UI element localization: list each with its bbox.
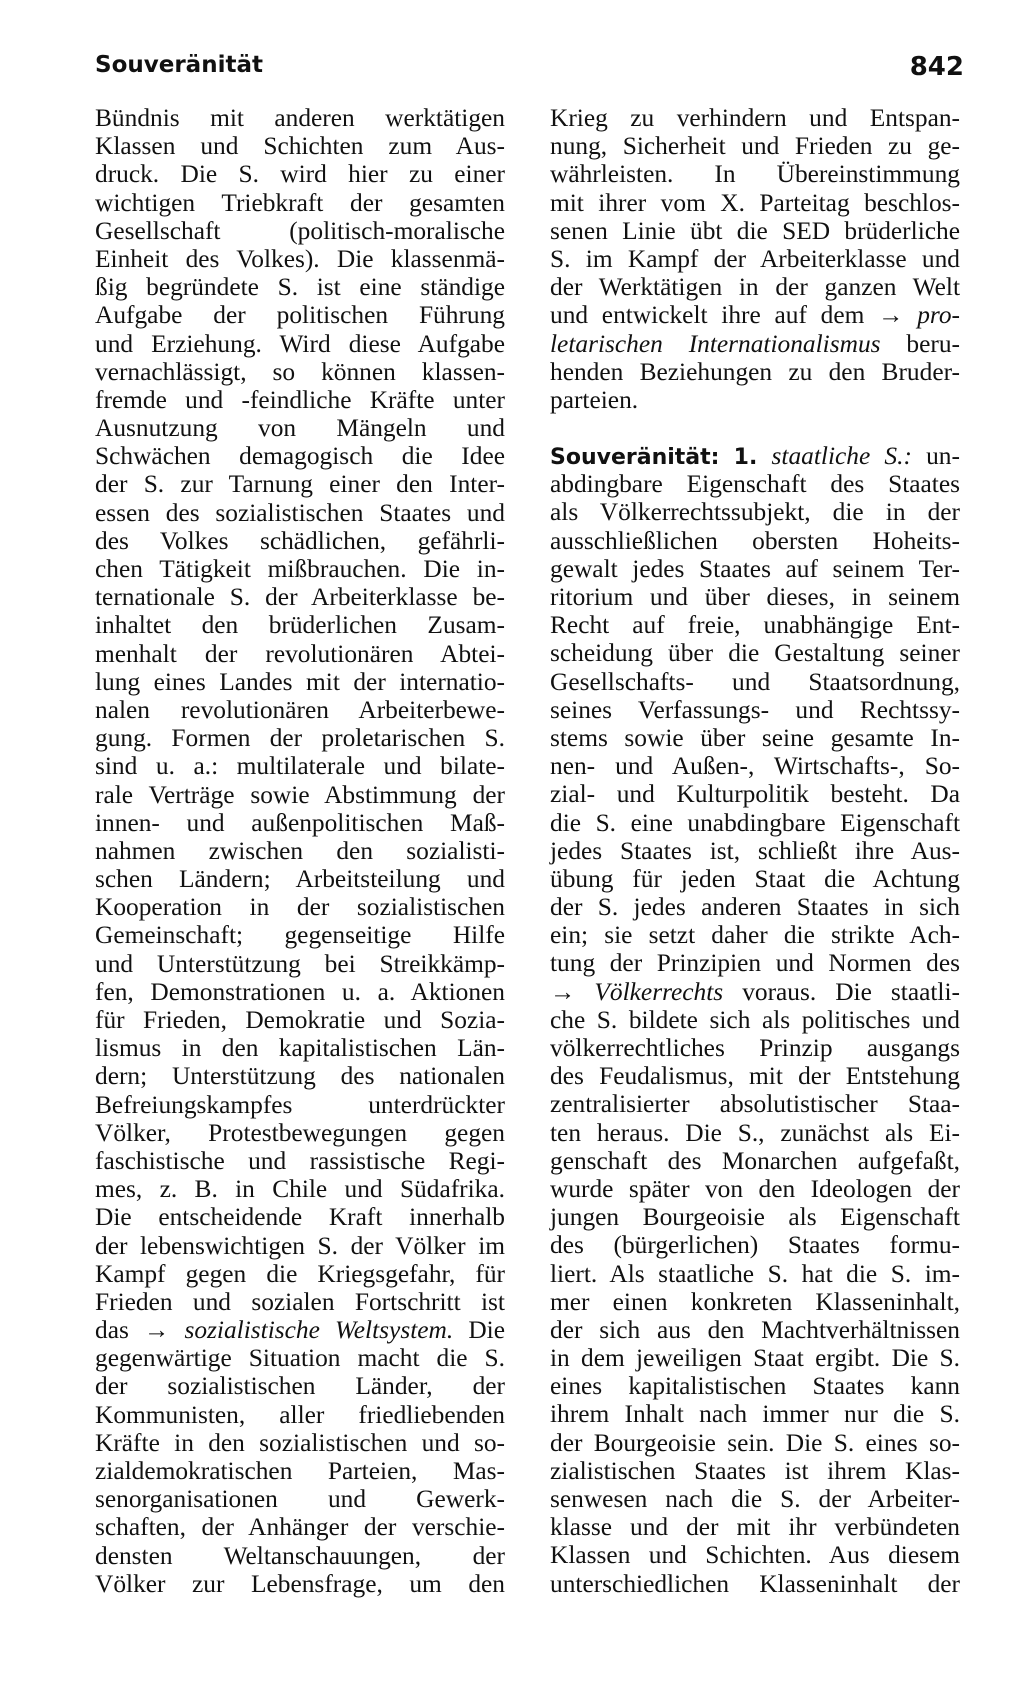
cross-reference-line (550, 330, 960, 358)
text-line: Krieg zu verhindern und Entspan- (550, 104, 960, 132)
cross-reference-term[interactable]: pro- (917, 301, 960, 330)
text-line: Einheit des Volkes). Die klassenmä- (95, 244, 505, 273)
text-line: für Frieden, Demokratie und Sozia- (95, 1006, 505, 1034)
reference-arrow: → (550, 977, 576, 1006)
text-line: Klassen und Schichten. Aus diesem (550, 1541, 960, 1570)
text-line: der lebenswichtigen S. der Völker im (95, 1231, 505, 1260)
text-line: lismus in den kapitalistischen Län- (95, 1034, 505, 1063)
text-line: Frieden und sozialen Fortschritt ist (95, 1287, 505, 1316)
text-line: mes, z. B. in Chile und Südafrika. (95, 1175, 505, 1204)
text-line: jungen Bourgeoisie als Eigenschaft (550, 1203, 960, 1232)
text-line: ternationale S. der Arbeiterklasse be- (95, 583, 505, 612)
text-line: unterschiedlichen Klasseninhalt der (550, 1569, 960, 1598)
text-line: senen Linie übt die SED brüderliche (550, 216, 960, 245)
cross-reference-term[interactable]: Völkerrechts (594, 977, 724, 1006)
text-line: Recht auf freie, unabhängige Ent- (550, 611, 960, 640)
text-line: gung. Formen der proletarischen S. (95, 724, 505, 753)
text-line: schaften, der Anhänger der verschie- (95, 1513, 505, 1542)
cross-reference-term[interactable]: sozialistische Weltsystem. (184, 1316, 454, 1345)
text-line: Gesellschaft (politisch-moralische (95, 216, 505, 245)
text-line: faschistische und rassistische Regi- (95, 1146, 505, 1175)
text-line: ten heraus. Die S., zunächst als Ei- (550, 1118, 960, 1147)
text-line: chen Tätigkeit mißbrauchen. Die in- (95, 555, 505, 583)
text-line: Befreiungskampfes unterdrückter (95, 1090, 505, 1119)
text-line: übung für jeden Staat die Achtung (550, 864, 960, 893)
text-line: ritorium und über dieses, in seinem (550, 583, 960, 611)
cross-reference-line (550, 301, 960, 329)
text-line: senorganisationen und Gewerk- (95, 1485, 505, 1514)
text-line: gegenwärtige Situation macht die S. (95, 1344, 505, 1373)
text-line: S. im Kampf der Arbeiterklasse und (550, 244, 960, 273)
text-line: henden Beziehungen zu den Bruder- (550, 357, 960, 386)
page-number: 842 (909, 52, 964, 82)
text-line: sind u. a.: multilaterale und bilate- (95, 752, 505, 781)
cross-reference-term[interactable]: letarischen Internationalismus (550, 329, 881, 358)
reference-arrow: das → (95, 1316, 170, 1345)
entry-body (550, 470, 960, 977)
paragraph-gap (550, 414, 960, 442)
left-column (95, 104, 505, 1598)
text-line: mer einen konkreten Klasseninhalt, (550, 1287, 960, 1316)
text-line: nalen revolutionären Arbeiterbewe- (95, 695, 505, 724)
text-line: abdingbare Eigenschaft des Staates (550, 470, 960, 499)
text-line: der S. jedes anderen Staates in sich (550, 893, 960, 922)
text-line: der sozialistischen Länder, der (95, 1372, 505, 1401)
text-line: zialistischen Staates ist ihrem Klas- (550, 1456, 960, 1485)
text-line: eines kapitalistischen Staates kann (550, 1372, 960, 1401)
running-head: Souveränität (95, 52, 263, 78)
text-line: fen, Demonstrationen u. a. Aktionen (95, 977, 505, 1006)
text-line: Ausnutzung von Mängeln und (95, 414, 505, 443)
text-line: als Völkerrechtssubjekt, die in der (550, 498, 960, 527)
text-line: nung, Sicherheit und Frieden zu ge- (550, 132, 960, 161)
left-column-text-continued (95, 1344, 505, 1598)
text-line: Gemeinschaft; gegenseitige Hilfe (95, 921, 505, 950)
text-line: ßig begründete S. ist eine ständige (95, 273, 505, 302)
text-line: ausschließlichen obersten Hoheits- (550, 526, 960, 555)
text-line: Völker, Protestbewegungen gegen (95, 1118, 505, 1147)
text-line: densten Weltanschauungen, der (95, 1541, 505, 1570)
line-text: beru- (906, 329, 960, 358)
text-line: des (bürgerlichen) Staates formu- (550, 1231, 960, 1260)
text-line: genschaft des Monarchen aufgefaßt, (550, 1146, 960, 1175)
text-line: menhalt der revolutionären Abtei- (95, 639, 505, 668)
text-line: Schwächen demagogisch die Idee (95, 442, 505, 471)
text-line: währleisten. In Übereinstimmung (550, 160, 960, 189)
entry-sense-label: staatliche S.: (771, 442, 912, 471)
text-line: in dem jeweiligen Staat ergibt. Die S. (550, 1344, 960, 1373)
text-line: mit ihrer vom X. Parteitag beschlos- (550, 188, 960, 217)
text-line: und Unterstützung bei Streikkämp- (95, 949, 505, 978)
right-column-continuation-tail (550, 358, 960, 414)
text-line: parteien. (550, 385, 639, 414)
text-line: wurde später von den Ideologen der (550, 1174, 960, 1203)
text-line: Kampf gegen die Kriegsgefahr, für (95, 1259, 505, 1288)
text-line: gewalt jedes Staates auf seinem Ter- (550, 554, 960, 583)
text-line: des Volkes schädlichen, gefährli- (95, 526, 505, 555)
cross-reference-line (95, 1316, 505, 1344)
reference-arrow: und entwickelt ihre auf dem → (550, 301, 904, 330)
text-line: Die entscheidende Kraft innerhalb (95, 1203, 505, 1232)
text-line: fremde und -feindliche Kräfte unter (95, 385, 505, 414)
text-line: liert. Als staatliche S. hat die S. im- (550, 1259, 960, 1288)
text-line: innen- und außenpolitischen Maß- (95, 808, 505, 837)
line-text: Die (468, 1316, 505, 1345)
line-text: voraus. Die staatli- (742, 977, 960, 1006)
entry-heading-line (550, 442, 960, 470)
right-column (550, 104, 960, 1598)
text-line: vernachlässigt, so können klassen- (95, 357, 505, 386)
text-line: dern; Unterstützung des nationalen (95, 1062, 505, 1091)
text-line: zial- und Kulturpolitik besteht. Da (550, 780, 960, 809)
text-line: völkerrechtliches Prinzip ausgangs (550, 1034, 960, 1062)
text-line: klasse und der mit ihr verbündeten (550, 1513, 960, 1542)
text-line: der Werktätigen in der ganzen Welt (550, 273, 960, 302)
text-line: nen- und Außen-, Wirtschafts-, So- (550, 752, 960, 781)
text-line: zialdemokratischen Parteien, Mas- (95, 1457, 505, 1485)
left-column-text (95, 104, 505, 1316)
text-line: seines Verfassungs- und Rechtssy- (550, 695, 960, 724)
text-line: rale Verträge sowie Abstimmung der (95, 780, 505, 809)
text-line: Aufgabe der politischen Führung (95, 301, 505, 330)
text-line: und Erziehung. Wird diese Aufgabe (95, 329, 505, 358)
text-line: jedes Staates ist, schließt ihre Aus- (550, 836, 960, 865)
text-line: Gesellschafts- und Staatsordnung, (550, 667, 960, 696)
text-line: Kooperation in der sozialistischen (95, 893, 505, 922)
text-line: der S. zur Tarnung einer den Inter- (95, 470, 505, 499)
text-line: der sich aus den Machtverhältnissen (550, 1315, 960, 1344)
text-line: druck. Die S. wird hier zu einer (95, 160, 505, 189)
entry-headword: Souveränität: (550, 445, 720, 471)
text-line: Völker zur Lebensfrage, um den (95, 1569, 505, 1598)
text-line: wichtigen Triebkraft der gesamten (95, 188, 505, 217)
text-line: ihrem Inhalt nach immer nur die S. (550, 1400, 960, 1429)
text-line: tung der Prinzipien und Normen des (550, 949, 960, 978)
cross-reference-line (550, 978, 960, 1006)
text-line: scheidung über die Gestaltung seiner (550, 639, 960, 668)
text-line: che S. bildete sich als politisches und (550, 1005, 960, 1034)
text-line: Kräfte in den sozialistischen und so- (95, 1428, 505, 1457)
text-line: Kommunisten, aller friedliebenden (95, 1400, 505, 1429)
entry-sense-number: 1. (733, 445, 758, 471)
text-line: Klassen und Schichten zum Aus- (95, 132, 505, 161)
line-text: un- (926, 442, 960, 471)
right-column-continuation (550, 104, 960, 301)
text-line: die S. eine unabdingbare Eigenschaft (550, 808, 960, 837)
text-line: senwesen nach die S. der Arbeiter- (550, 1485, 960, 1513)
entry-body-continued (550, 1006, 960, 1598)
text-line: inhaltet den brüderlichen Zusam- (95, 611, 505, 640)
text-line: zentralisierter absolutistischer Staa- (550, 1090, 960, 1119)
text-line: Bündnis mit anderen werktätigen (95, 104, 505, 132)
text-line: stems sowie über seine gesamte In- (550, 723, 960, 752)
text-line: ein; sie setzt daher die strikte Ach- (550, 921, 960, 950)
text-line: essen des sozialistischen Staates und (95, 498, 505, 527)
text-line: nahmen zwischen den sozialisti- (95, 836, 505, 865)
text-line: schen Ländern; Arbeitsteilung und (95, 865, 505, 894)
text-line: lung eines Landes mit der internatio- (95, 667, 505, 696)
text-line: der Bourgeoisie sein. Die S. eines so- (550, 1428, 960, 1457)
text-line: des Feudalismus, mit der Entstehung (550, 1062, 960, 1091)
